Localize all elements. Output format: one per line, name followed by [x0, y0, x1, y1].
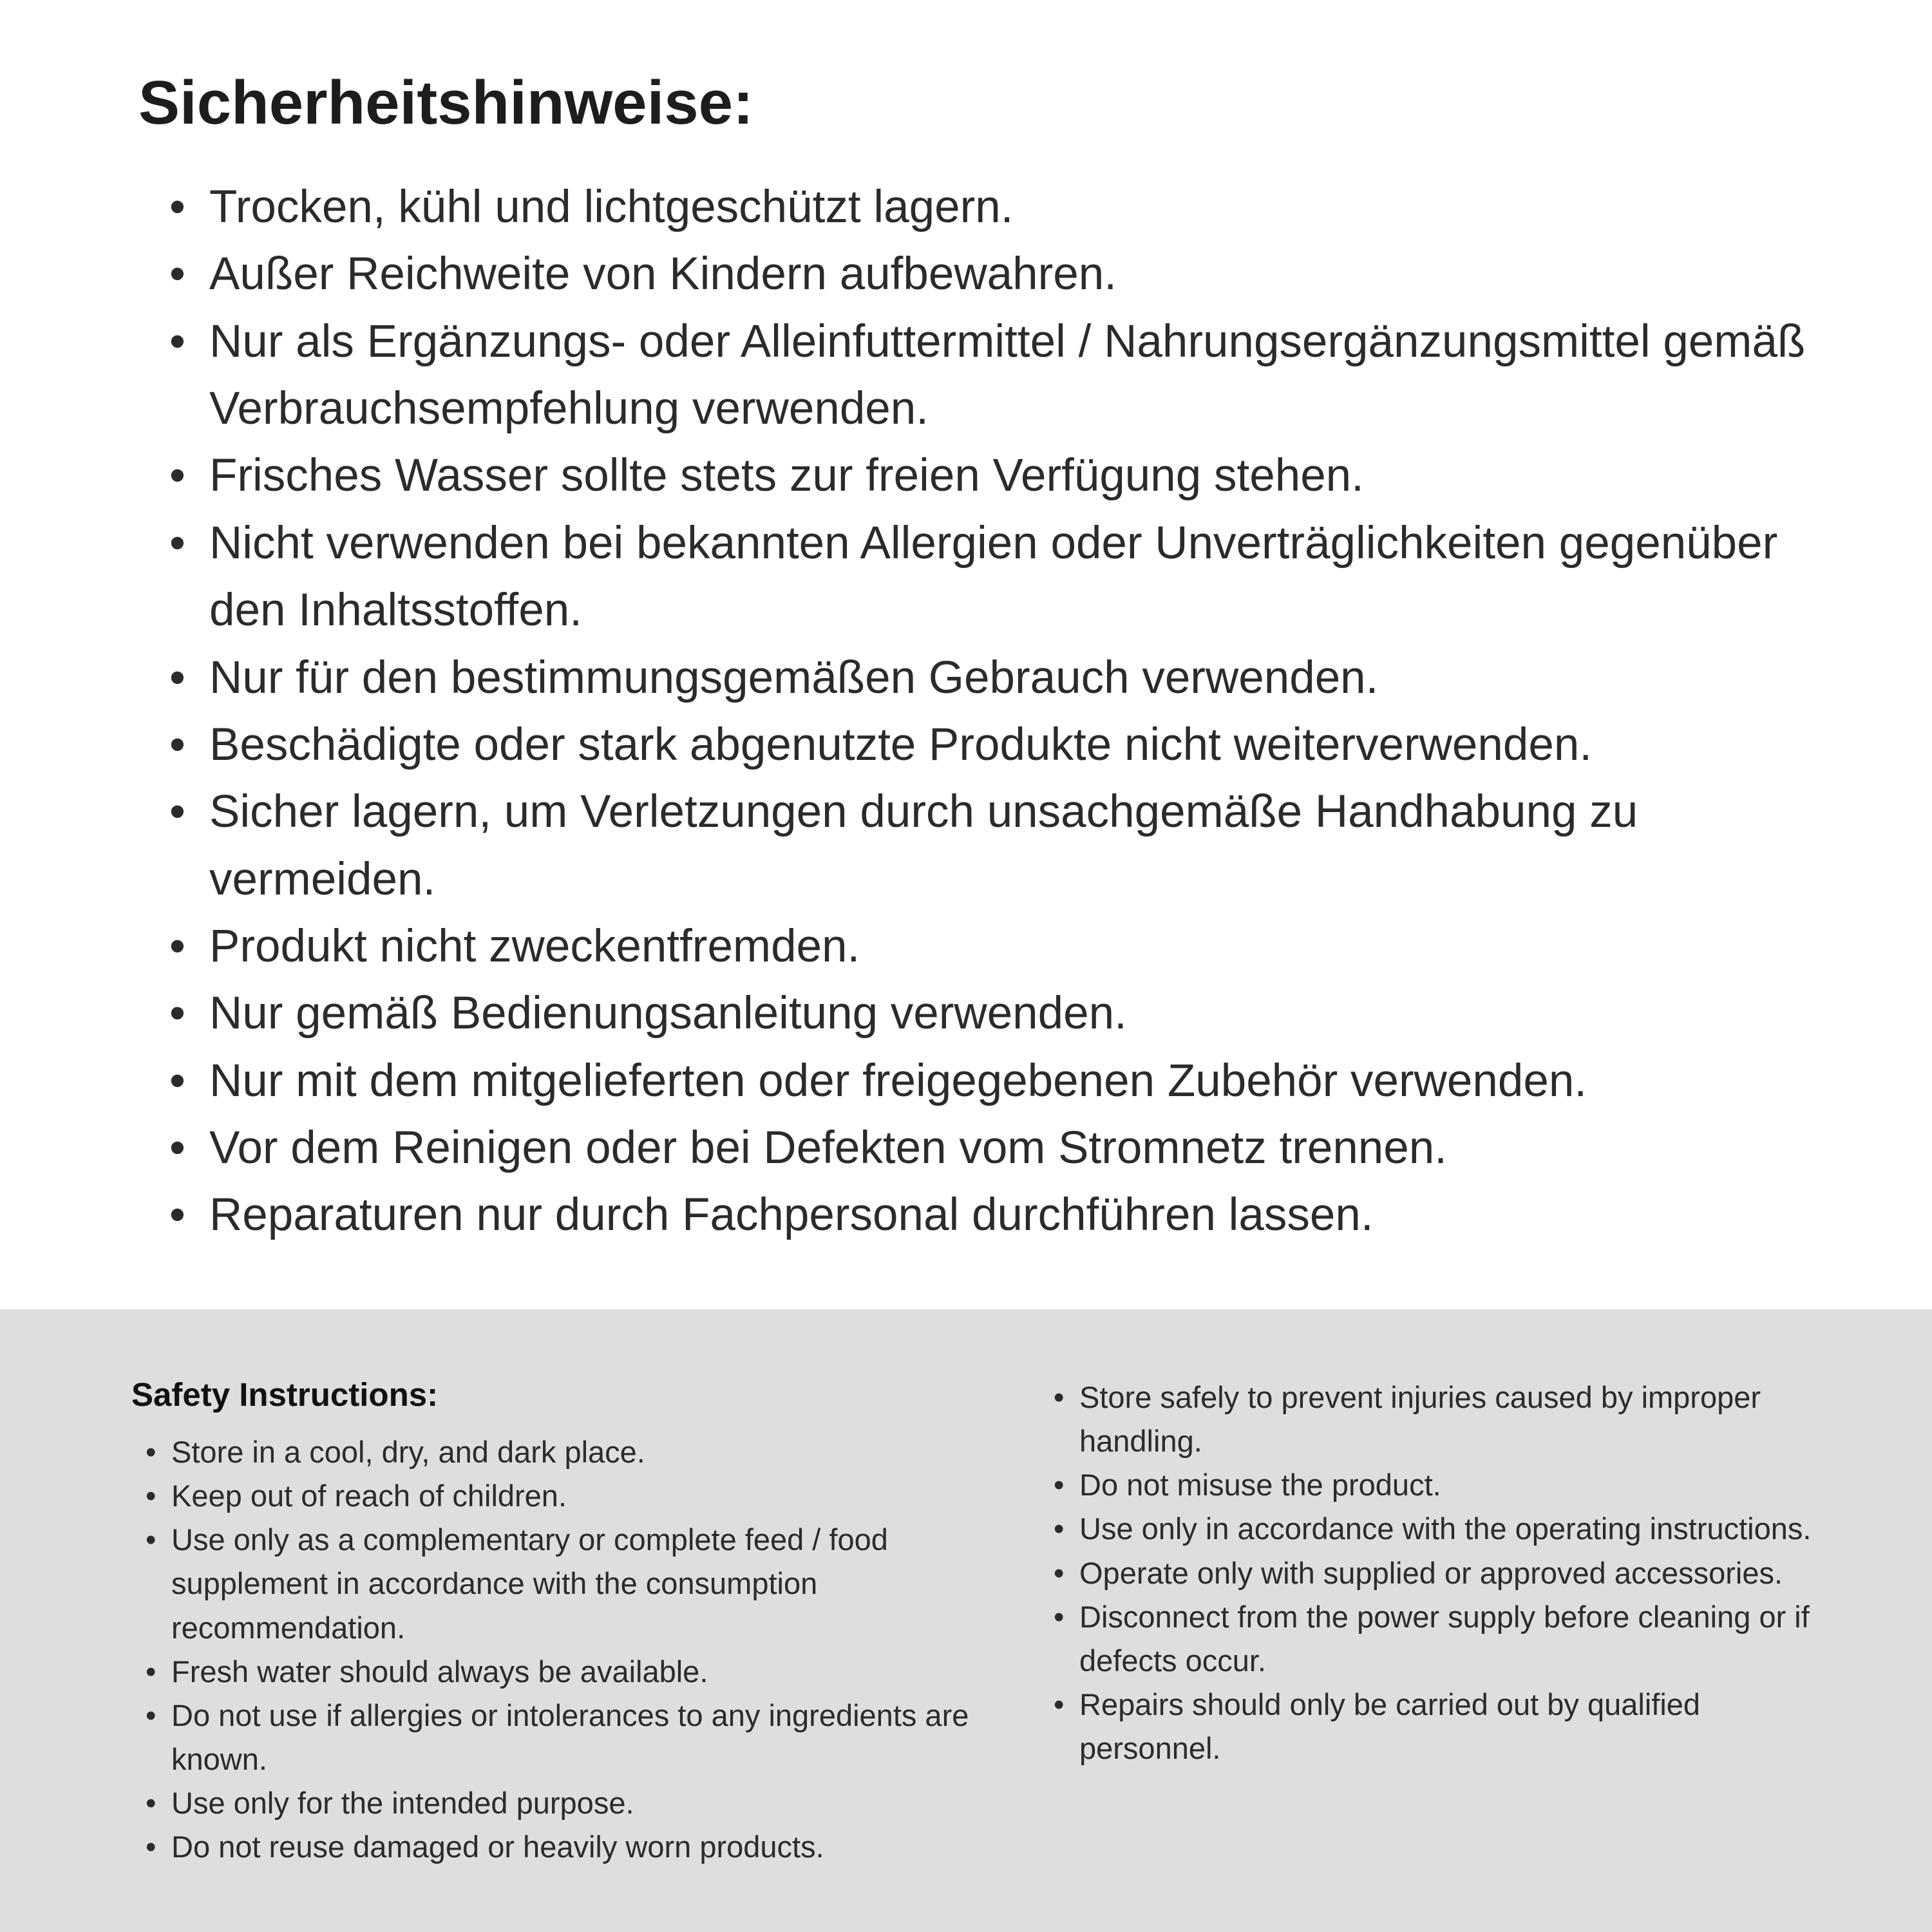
- list-item: • Keep out of reach of children.: [131, 1474, 1039, 1518]
- english-section-title: Safety Instructions:: [131, 1376, 439, 1413]
- list-item: • Produkt nicht zweckentfremden.: [138, 913, 1835, 980]
- list-item: • Frisches Wasser sollte stets zur freien Verfügung stehen.: [138, 442, 1835, 509]
- list-item: • Reparaturen nur durch Fachpersonal durchführen lassen.: [138, 1182, 1835, 1249]
- list-item: • Use only for the intended purpose.: [131, 1781, 1039, 1825]
- list-item: • Do not reuse damaged or heavily worn products.: [131, 1825, 1039, 1869]
- list-item: • Disconnect from the power supply before cleaning or if defects occur.: [1039, 1595, 1835, 1683]
- english-left-column: [131, 1376, 1039, 1869]
- list-item: • Use only as a complementary or complete feed / food supplement in accordance with the consumption recommendation.: [131, 1518, 1039, 1649]
- english-right-column: [1039, 1376, 1835, 1770]
- list-item: • Sicher lagern, um Verletzungen durch unsachgemäße Handhabung zu vermeiden.: [138, 779, 1835, 913]
- list-item: • Use only in accordance with the operating instructions.: [1039, 1507, 1835, 1551]
- list-item: • Nur mit dem mitgelieferten oder freigegebenen Zubehör verwenden.: [138, 1048, 1835, 1115]
- english-safety-list-left: [131, 1430, 1039, 1869]
- list-item: • Do not use if allergies or intolerances to any ingredients are known.: [131, 1694, 1039, 1781]
- list-item: • Do not misuse the product.: [1039, 1463, 1835, 1507]
- list-item: • Store safely to prevent injuries caused by improper handling.: [1039, 1376, 1835, 1463]
- list-item: • Nur für den bestimmungsgemäßen Gebrauch verwenden.: [138, 645, 1835, 712]
- german-section-title: Sicherheitshinweise:: [138, 68, 753, 137]
- english-safety-list-right: [1039, 1376, 1835, 1770]
- list-item: • Außer Reichweite von Kindern aufbewahren.: [138, 241, 1835, 308]
- list-item: • Operate only with supplied or approved accessories.: [1039, 1551, 1835, 1595]
- list-item: • Fresh water should always be available.: [131, 1650, 1039, 1694]
- german-safety-list: [138, 174, 1835, 1249]
- list-item: • Nur als Ergänzungs- oder Alleinfuttermittel / Nahrungsergänzungsmittel gemäß Verbrauchsempfehlung verwenden.: [138, 308, 1835, 443]
- list-item: • Nicht verwenden bei bekannten Allergien oder Unverträglichkeiten gegenüber den Inhaltsstoffen.: [138, 510, 1835, 645]
- english-safety-section: [0, 1309, 1932, 1932]
- list-item: • Beschädigte oder stark abgenutzte Produkte nicht weiterverwenden.: [138, 712, 1835, 779]
- list-item: • Nur gemäß Bedienungsanleitung verwenden.: [138, 980, 1835, 1047]
- list-item: • Trocken, kühl und lichtgeschützt lagern.: [138, 174, 1835, 241]
- list-item: • Store in a cool, dry, and dark place.: [131, 1430, 1039, 1474]
- list-item: • Repairs should only be carried out by qualified personnel.: [1039, 1683, 1835, 1770]
- list-item: • Vor dem Reinigen oder bei Defekten vom Stromnetz trennen.: [138, 1115, 1835, 1182]
